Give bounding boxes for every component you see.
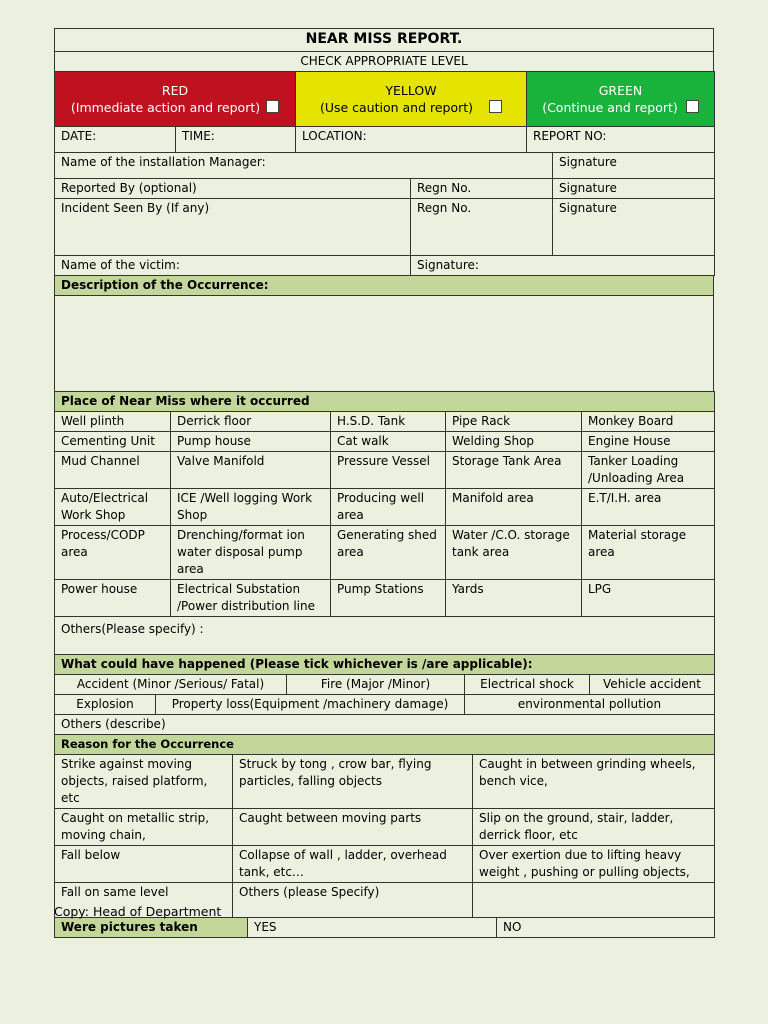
place-option[interactable]: Process/CODP area — [55, 526, 171, 580]
reason-option[interactable]: Caught between moving parts — [233, 809, 473, 846]
outcome-others-field[interactable]: Others (describe) — [55, 715, 715, 735]
place-option[interactable]: Drenching/format ion water disposal pump area — [171, 526, 331, 580]
place-option[interactable]: Manifold area — [446, 489, 582, 526]
level-green-desc: (Continue and report) — [542, 100, 678, 115]
description-area[interactable] — [55, 296, 714, 392]
people-table — [54, 152, 715, 276]
place-option[interactable]: LPG — [582, 580, 715, 617]
place-option[interactable]: Generating shed area — [331, 526, 446, 580]
reported-by-signature[interactable]: Signature — [553, 179, 715, 199]
level-green — [527, 72, 715, 127]
reason-option[interactable]: Collapse of wall , ladder, overhead tank, etc… — [233, 846, 473, 883]
reason-option[interactable]: Struck by tong , crow bar, flying particles, falling objects — [233, 755, 473, 809]
reason-option[interactable]: Strike against moving objects, raised platform, etc — [55, 755, 233, 809]
time-field[interactable]: TIME: — [176, 127, 296, 153]
place-option[interactable]: H.S.D. Tank — [331, 412, 446, 432]
place-option[interactable]: Monkey Board — [582, 412, 715, 432]
level-red-desc: (Immediate action and report) — [70, 100, 261, 115]
outcome-option[interactable]: Property loss(Equipment /machinery damage) — [156, 695, 465, 715]
outcome-option[interactable]: Fire (Major /Minor) — [287, 675, 465, 695]
level-yellow-checkbox[interactable] — [489, 100, 502, 113]
place-option[interactable]: Welding Shop — [446, 432, 582, 452]
place-option[interactable]: Producing well area — [331, 489, 446, 526]
outcome-option[interactable]: environmental pollution — [465, 695, 715, 715]
description-table — [54, 275, 714, 392]
incident-seen-signature[interactable]: Signature — [553, 199, 715, 256]
description-heading: Description of the Occurrence: — [55, 276, 714, 296]
pictures-label: Were pictures taken — [55, 918, 248, 938]
pictures-yes-option[interactable]: YES — [248, 918, 497, 938]
pictures-no-option[interactable]: NO — [497, 918, 715, 938]
place-table — [54, 391, 715, 655]
place-option[interactable]: ICE /Well logging Work Shop — [171, 489, 331, 526]
place-option[interactable]: Derrick floor — [171, 412, 331, 432]
reason-option[interactable]: Caught in between grinding wheels, bench vice, — [473, 755, 715, 809]
place-option[interactable]: Pipe Rack — [446, 412, 582, 432]
manager-signature[interactable]: Signature — [553, 153, 715, 179]
level-red-name: RED — [161, 83, 189, 98]
copy-note: Copy: Head of Department — [54, 904, 222, 919]
reason-option[interactable]: Over exertion due to lifting heavy weight , pushing or pulling objects, — [473, 846, 715, 883]
place-option[interactable]: Cat walk — [331, 432, 446, 452]
reason-option[interactable]: Fall on same level — [55, 883, 233, 918]
place-option[interactable]: Pump house — [171, 432, 331, 452]
reason-others-field[interactable]: Others (please Specify) — [233, 883, 473, 918]
reason-option[interactable]: Fall below — [55, 846, 233, 883]
place-option[interactable]: Auto/Electrical Work Shop — [55, 489, 171, 526]
place-option[interactable]: Cementing Unit — [55, 432, 171, 452]
near-miss-form — [54, 28, 714, 938]
manager-field[interactable]: Name of the installation Manager: — [55, 153, 553, 179]
place-option[interactable]: Mud Channel — [55, 452, 171, 489]
level-red — [55, 72, 296, 127]
level-red-checkbox[interactable] — [266, 100, 279, 113]
reported-by-field[interactable]: Reported By (optional) — [55, 179, 411, 199]
place-option[interactable]: Water /C.O. storage tank area — [446, 526, 582, 580]
reason-table — [54, 734, 715, 918]
place-option[interactable]: Well plinth — [55, 412, 171, 432]
level-green-checkbox[interactable] — [686, 100, 699, 113]
place-option[interactable]: Engine House — [582, 432, 715, 452]
place-option[interactable]: Valve Manifold — [171, 452, 331, 489]
form-subtitle: CHECK APPROPRIATE LEVEL — [55, 52, 714, 72]
place-option[interactable]: Electrical Substation /Power distribution line — [171, 580, 331, 617]
outcome-option[interactable]: Accident (Minor /Serious/ Fatal) — [55, 675, 287, 695]
level-table — [54, 71, 715, 127]
place-others-field[interactable]: Others(Please specify) : — [55, 617, 715, 655]
incident-seen-field[interactable]: Incident Seen By (If any) — [55, 199, 411, 256]
location-field[interactable]: LOCATION: — [296, 127, 527, 153]
reason-option[interactable]: Caught on metallic strip, moving chain, — [55, 809, 233, 846]
place-option[interactable]: Pump Stations — [331, 580, 446, 617]
incident-seen-regn[interactable]: Regn No. — [411, 199, 553, 256]
outcome-option[interactable]: Electrical shock — [465, 675, 590, 695]
title-table — [54, 28, 714, 72]
date-field[interactable]: DATE: — [55, 127, 176, 153]
reason-blank-cell[interactable] — [473, 883, 715, 918]
date-table — [54, 126, 715, 153]
reason-heading: Reason for the Occurrence — [55, 735, 715, 755]
place-option[interactable]: Power house — [55, 580, 171, 617]
level-yellow-desc: (Use caution and report) — [319, 100, 474, 115]
form-title: NEAR MISS REPORT. — [55, 29, 714, 52]
report-no-field[interactable]: REPORT NO: — [527, 127, 715, 153]
could-happen-table-2 — [54, 694, 715, 735]
place-option[interactable]: Tanker Loading /Unloading Area — [582, 452, 715, 489]
place-option[interactable]: Yards — [446, 580, 582, 617]
victim-name-field[interactable]: Name of the victim: — [55, 256, 411, 276]
place-option[interactable]: E.T/I.H. area — [582, 489, 715, 526]
level-yellow — [296, 72, 527, 127]
could-happen-heading: What could have happened (Please tick whichever is /are applicable): — [55, 655, 715, 675]
pictures-table — [54, 917, 715, 938]
place-option[interactable]: Material storage area — [582, 526, 715, 580]
reported-by-regn[interactable]: Regn No. — [411, 179, 553, 199]
level-green-name: GREEN — [598, 83, 643, 98]
place-heading: Place of Near Miss where it occurred — [55, 392, 715, 412]
outcome-option[interactable]: Vehicle accident — [590, 675, 715, 695]
outcome-option[interactable]: Explosion — [55, 695, 156, 715]
place-option[interactable]: Pressure Vessel — [331, 452, 446, 489]
level-yellow-name: YELLOW — [385, 83, 437, 98]
victim-signature-field[interactable]: Signature: — [411, 256, 715, 276]
could-happen-table — [54, 654, 715, 695]
place-option[interactable]: Storage Tank Area — [446, 452, 582, 489]
reason-option[interactable]: Slip on the ground, stair, ladder, derrick floor, etc — [473, 809, 715, 846]
